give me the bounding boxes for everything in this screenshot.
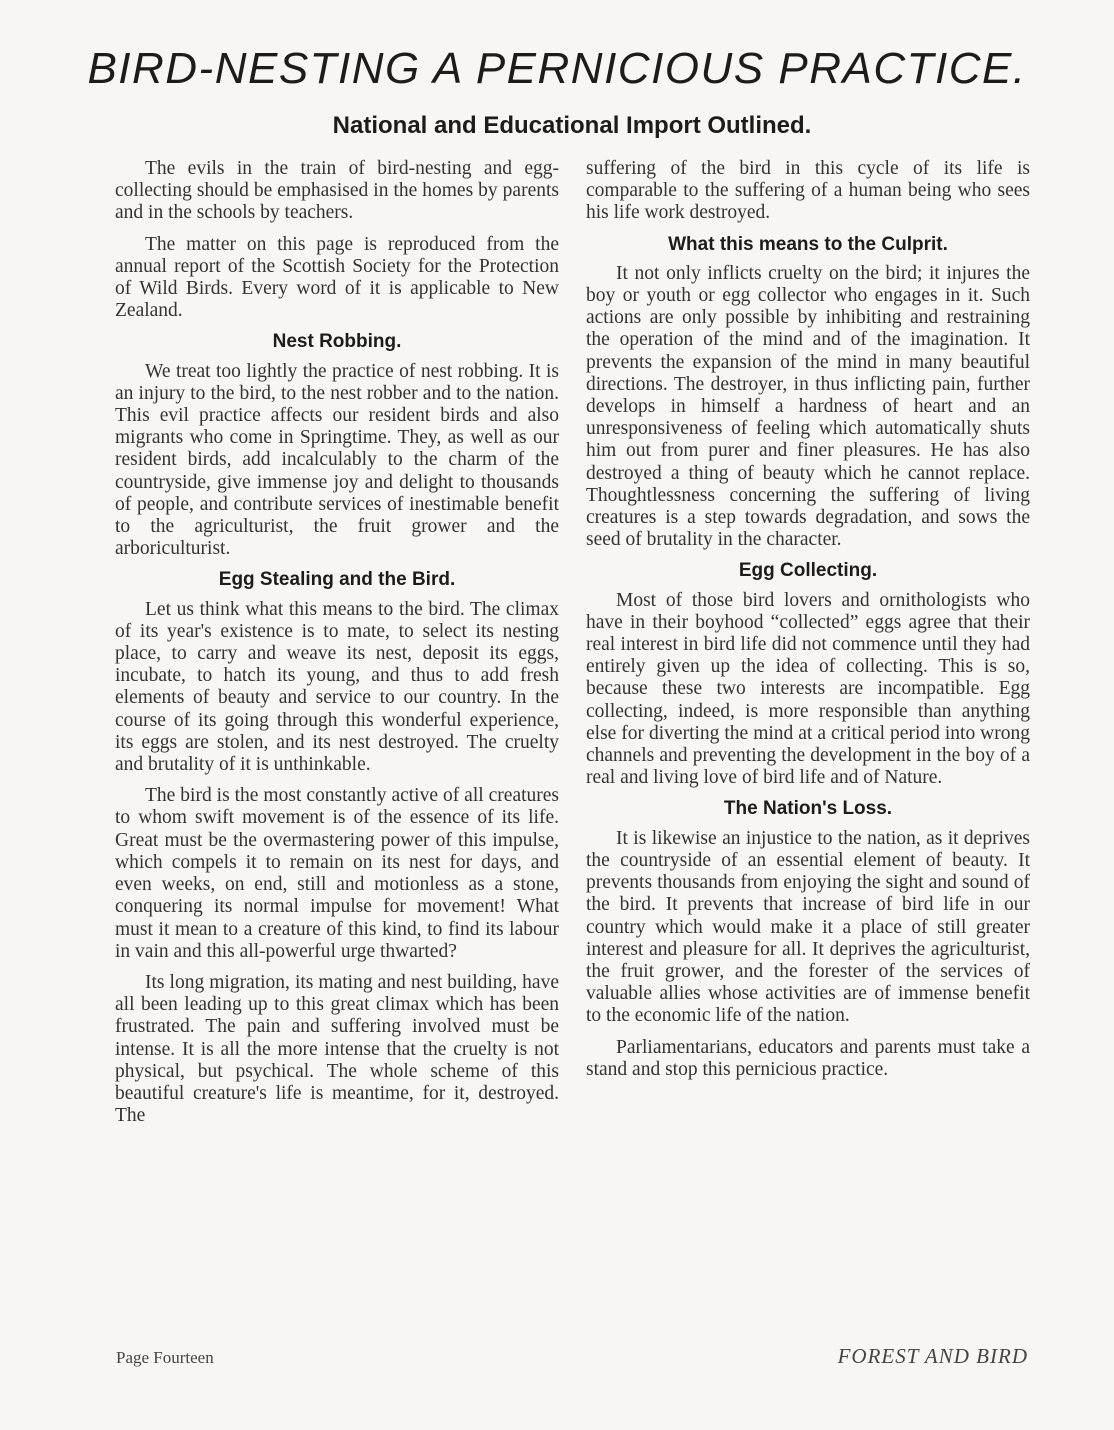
section-heading: The Nation's Loss. <box>723 798 893 820</box>
paragraph: Let us think what this means to the bird. The climax of its year's existence is to mate, to select its nesting place, to carry and weave its nest, deposit its eggs, incubate, to hatch its young, and thus to add fresh elements of beauty and service to our country. In the course of its going through this wonderful experience, its eggs are stolen, and its nest destroyed. The cruelty and brutality of it is unthinkable. <box>115 598 559 776</box>
section-heading: Nest Robbing. <box>272 331 402 353</box>
paragraph: It not only inflicts cruelty on the bird; it injures the boy or youth or egg collector who engages in it. Such actions are only possible by inhibiting and restraining the operation of the mind and of the imagination. It prevents the expansion of the mind in many beautiful directions. The destroyer, in thus inflicting pain, further develops in himself a hardness of heart and an unresponsiveness of feeling which automatically shuts him out from purer and finer pleasures. He has also destroyed a thing of beauty which he cannot replace. Thoughtlessness concerning the suffering of living creatures is a step towards degradation, and sows the seed of brutality in the character. <box>586 262 1030 551</box>
paragraph: The matter on this page is reproduced from the annual report of the Scottish Society for the Protection of Wild Birds. Every word of it is applicable to New Zealand. <box>115 233 559 322</box>
page-title: BIRD-NESTING A PERNICIOUS PRACTICE. <box>87 44 1027 93</box>
page-number: Page Fourteen <box>116 1348 214 1367</box>
publication-name: FOREST AND BIRD <box>837 1344 1028 1368</box>
paragraph: The evils in the train of bird-nesting and egg-collecting should be emphasised in the homes by parents and in the schools by teachers. <box>115 158 559 224</box>
paragraph: Its long migration, its mating and nest building, have all been leading up to this great climax which has been frustrated. The pain and suffering involved must be intense. It is all the more intense that the cruelty is not physical, but psychical. The whole scheme of this beautiful creature's life is meantime, for it, destroyed. The <box>115 971 559 1127</box>
section-heading: Egg Collecting. <box>738 560 878 582</box>
paragraph: It is likewise an injustice to the nation, as it deprives the countryside of an essential element of beauty. It prevents thousands from enjoying the sight and sound of the bird. It prevents that increase of bird life in our country which would make it a place of still greater interest and pleasure for all. It deprives the agriculturist, the fruit grower, and the forester of the services of valuable allies whose activities are of immense benefit to the economic life of the nation. <box>586 827 1030 1027</box>
paragraph: Parliamentarians, educators and parents must take a stand and stop this pernicious practice. <box>586 1036 1030 1080</box>
paragraph-continued: suffering of the bird in this cycle of its life is comparable to the suffering of a human being who sees his life work destroyed. <box>586 158 1030 224</box>
paragraph: We treat too lightly the practice of nest robbing. It is an injury to the bird, to the nest robber and to the nation. This evil practice affects our resident birds and also migrants who come in Springtime. They, as well as our resident birds, add incalculably to the charm of the countryside, give immense joy and delight to thousands of people, and contribute services of inestimable benefit to the agriculturist, the fruit grower and the arboriculturist. <box>115 360 559 560</box>
section-heading: What this means to the Culprit. <box>668 233 948 255</box>
paragraph: The bird is the most constantly active of all creatures to whom swift movement is of the essence of its life. Great must be the overmastering power of this impulse, which compels it to remain on its nest for days, and even weeks, on end, still and motionless as a stone, conquering its normal impulse for movement! What must it mean to a creature of this kind, to find its labour in vain and this all-powerful urge thwarted? <box>115 785 559 962</box>
left-column <box>115 158 559 1136</box>
right-column <box>586 158 1030 1090</box>
section-heading: Egg Stealing and the Bird. <box>218 569 456 591</box>
page-subtitle: National and Educational Import Outlined. <box>332 112 812 139</box>
paragraph: Most of those bird lovers and ornithologists who have in their boyhood “collected” eggs agree that their real interest in bird life did not commence until they had entirely given up the idea of collecting. This is so, because these two interests are incompatible. Egg collecting, indeed, is more responsible than anything else for diverting the mind at a critical period into wrong channels and preventing the development in the boy of a real and living love of bird life and of Nature. <box>586 589 1030 789</box>
